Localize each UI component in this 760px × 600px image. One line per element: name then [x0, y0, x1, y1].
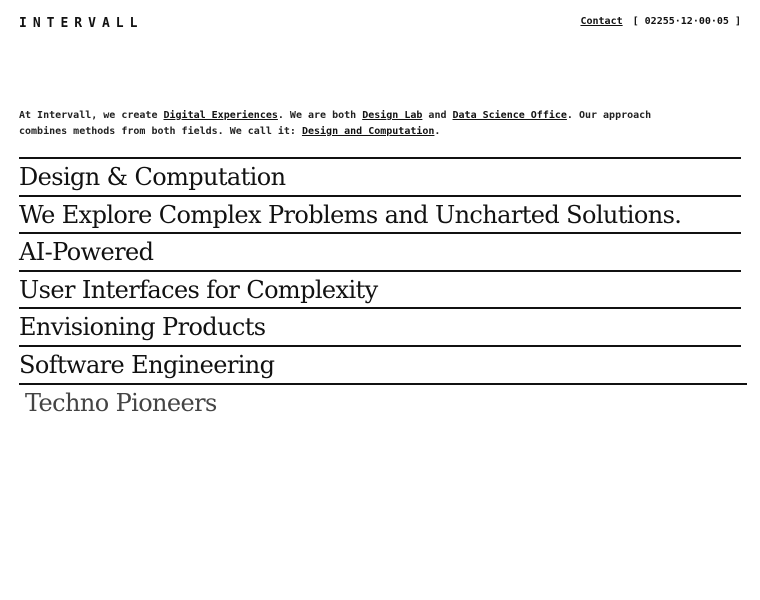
intro-text: . Our approach combines methods from both fields. We call it:: [19, 110, 652, 137]
digital-experiences-link[interactable]: Digital Experiences: [163, 110, 278, 121]
services-list: [19, 157, 741, 420]
list-item-user-interfaces[interactable]: User Interfaces for Complexity: [19, 270, 741, 308]
contact-link[interactable]: Contact: [580, 16, 623, 27]
intro-text: . We are both: [277, 110, 363, 121]
list-item-explore[interactable]: We Explore Complex Problems and Uncharted Solutions.: [19, 195, 741, 233]
list-item-techno-pioneers[interactable]: Techno Pioneers: [19, 383, 747, 421]
list-item-ai-powered[interactable]: AI-Powered: [19, 232, 741, 270]
list-item-envisioning-products[interactable]: Envisioning Products: [19, 307, 741, 345]
intro-text: and: [422, 110, 453, 121]
timestamp-code: [ 02255·12·00·05 ]: [632, 16, 741, 27]
data-science-office-link[interactable]: Data Science Office: [452, 110, 567, 121]
site-header: [19, 14, 741, 34]
intro-paragraph: [19, 108, 679, 140]
logo[interactable]: INTERVALL: [19, 16, 144, 31]
design-lab-link[interactable]: Design Lab: [362, 110, 423, 121]
design-and-computation-link[interactable]: Design and Computation: [301, 126, 435, 137]
intro-text: .: [434, 126, 441, 137]
list-item-design-computation[interactable]: Design & Computation: [19, 157, 741, 195]
header-right: [580, 16, 741, 27]
list-item-software-engineering[interactable]: Software Engineering: [19, 345, 741, 383]
intro-text: At Intervall, we create: [19, 110, 164, 121]
